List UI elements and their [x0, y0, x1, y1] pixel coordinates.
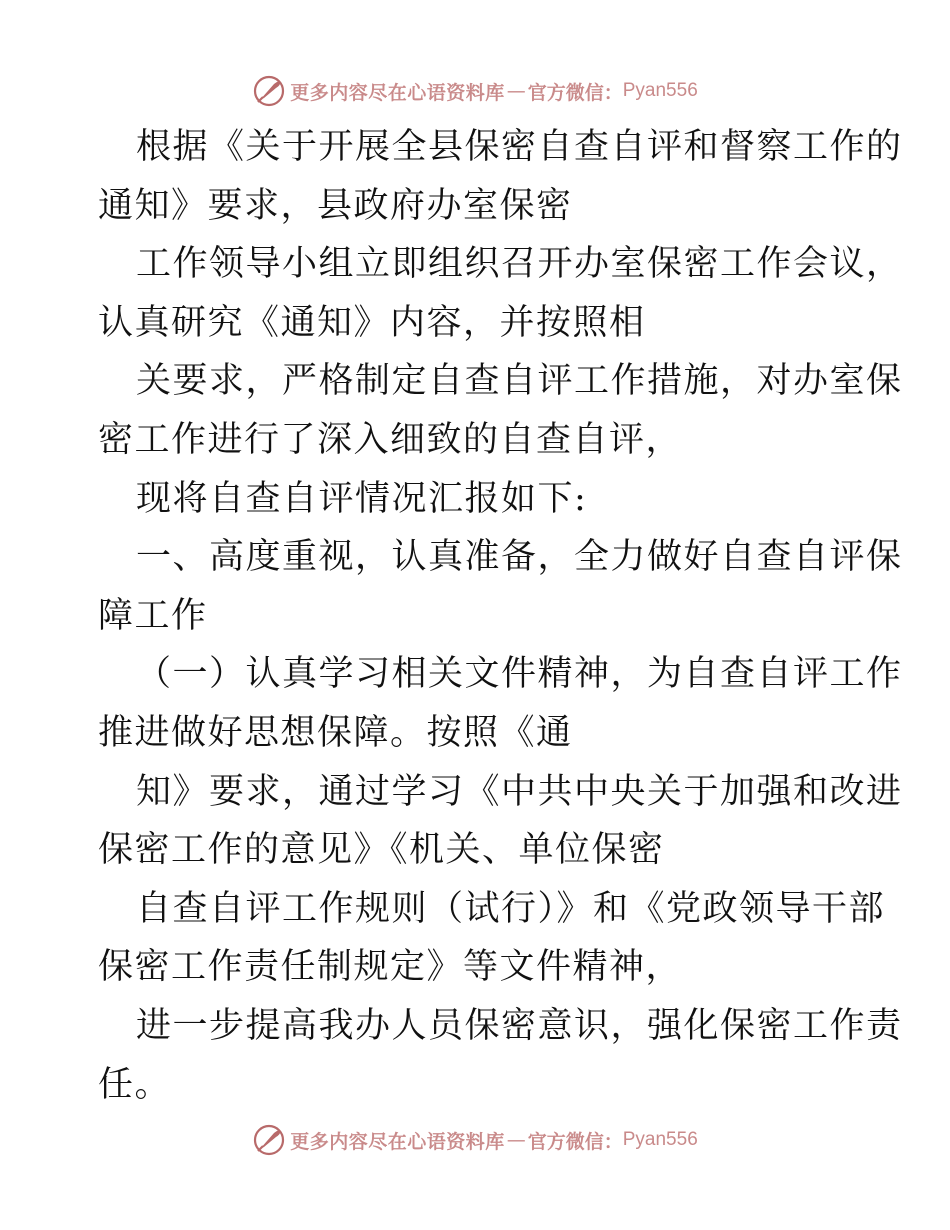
watermark-separator: — — [506, 80, 526, 102]
body-line: 知》要求，通过学习《中共中央关于加强和改进 — [136, 771, 903, 812]
header-watermark — [0, 71, 950, 111]
body-line: 保密工作的意见》《机关、单位保密 — [98, 830, 665, 871]
section-heading: 一、高度重视，认真准备，全力做好自查自评保 — [136, 537, 903, 578]
watermark-text: 更多内容尽在心语资料库 — [290, 81, 505, 104]
watermark-account: Pyan556 — [622, 80, 698, 101]
body-line: 保密工作责任制规定》等文件精神， — [98, 947, 683, 988]
feather-logo-icon — [252, 74, 286, 108]
body-line: 密工作进行了深入细致的自查自评， — [98, 419, 683, 460]
watermark-account: Pyan556 — [622, 1129, 698, 1150]
document-body — [98, 118, 903, 1114]
body-line: 现将自查自评情况汇报如下: — [136, 478, 588, 519]
footer-watermark — [0, 1120, 950, 1160]
body-line: 推进做好思想保障。按照《通 — [98, 712, 573, 753]
watermark-separator: — — [506, 1129, 526, 1151]
body-line: 工作领导小组立即组织召开办室保密工作会议， — [136, 244, 903, 285]
watermark-text: 更多内容尽在心语资料库 — [290, 1130, 505, 1153]
body-line: 关要求，严格制定自查自评工作措施，对办室保 — [136, 361, 903, 402]
subsection-heading: （一）认真学习相关文件精神，为自查自评工作 — [136, 654, 903, 695]
watermark-official-label: 官方微信： — [527, 81, 623, 104]
watermark-official-label: 官方微信： — [527, 1130, 623, 1153]
body-line: 进一步提高我办人员保密意识，强化保密工作责 — [136, 1005, 903, 1046]
body-line: 认真研究《通知》内容，并按照相 — [98, 302, 646, 343]
body-line: 任。 — [98, 1064, 172, 1105]
feather-logo-icon — [252, 1123, 286, 1157]
section-heading-cont: 障工作 — [98, 595, 208, 636]
body-line: 自查自评工作规则（试行）》和《党政领导干部 — [136, 888, 886, 929]
body-line: 通知》要求，县政府办室保密 — [98, 185, 573, 226]
body-line: 根据《关于开展全县保密自查自评和督察工作的 — [136, 127, 903, 167]
